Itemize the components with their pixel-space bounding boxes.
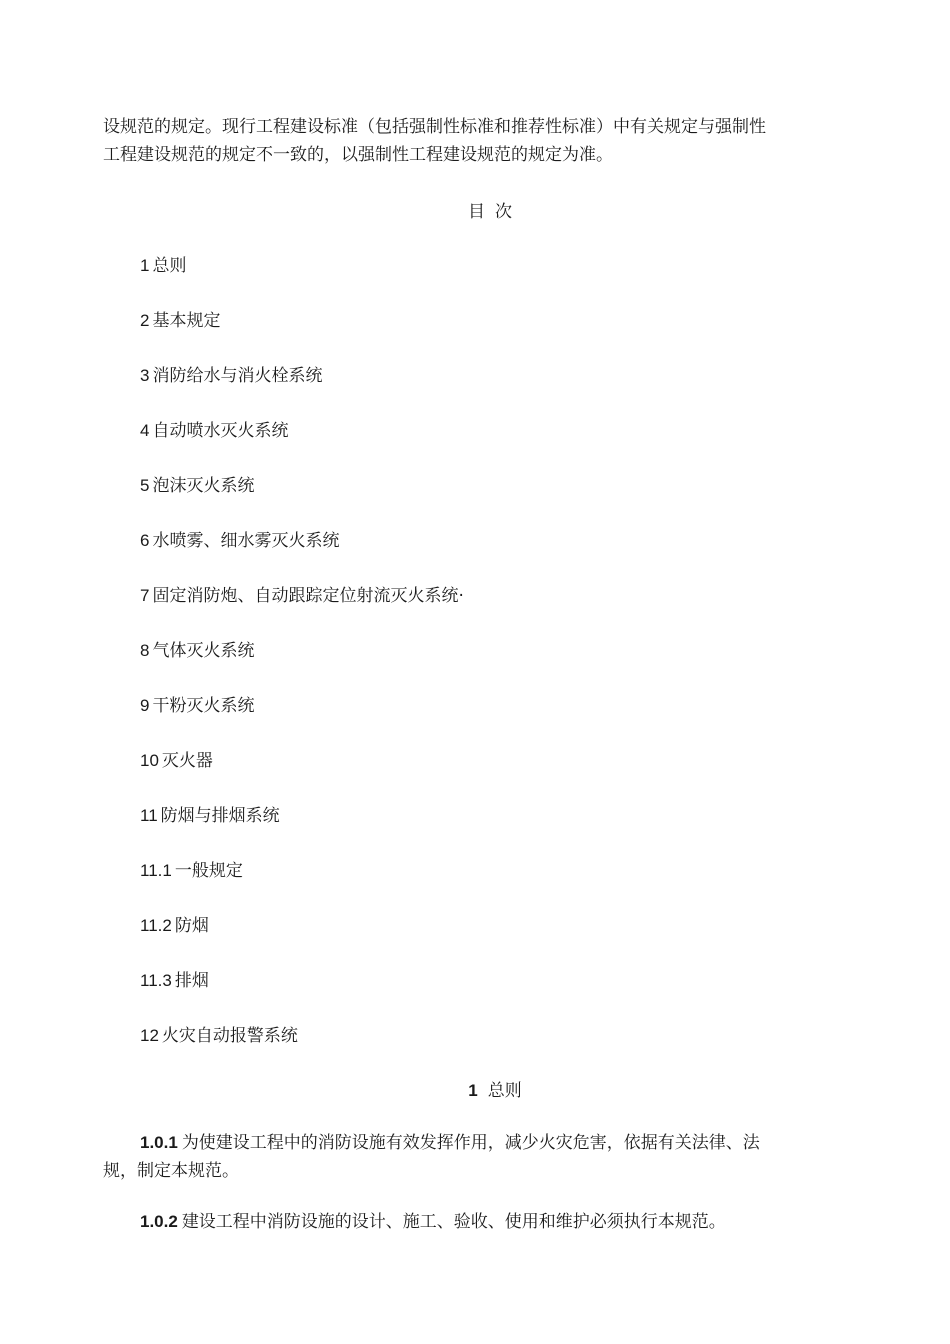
clause-line-1 (103, 1129, 853, 1157)
clause-text: 为使建设工程中的消防设施有效发挥作用，减少火灾危害，依据有关法律、法 (181, 1133, 760, 1153)
toc-item-label: 消防给水与消火栓系统 (152, 366, 323, 386)
toc-item-number: 12 (140, 1026, 159, 1045)
toc-item (140, 361, 322, 386)
chapter-number: 1 (468, 1081, 478, 1100)
toc-item-label: 水喷雾、细水雾灭火系统 (152, 531, 340, 551)
toc-item (140, 1021, 298, 1046)
toc-item (140, 636, 254, 661)
clause-line-1 (103, 1208, 853, 1236)
toc-item-number: 9 (140, 696, 150, 715)
toc-item-label: 基本规定 (152, 311, 221, 331)
intro-paragraph (103, 113, 853, 169)
toc-item (140, 911, 209, 936)
toc-item-label: 火灾自动报警系统 (161, 1026, 298, 1046)
toc-item (140, 966, 209, 991)
toc-item-number: 11.3 (140, 971, 172, 990)
toc-item-number: 5 (140, 476, 150, 495)
chapter-heading (0, 1076, 950, 1101)
toc-item-label: 灭火器 (161, 751, 213, 771)
toc-title: 目次 (468, 202, 522, 222)
toc-item-label: 总则 (152, 256, 187, 276)
toc-item-number: 3 (140, 366, 150, 385)
toc-item-label: 防烟与排烟系统 (160, 806, 280, 826)
toc-item (140, 526, 339, 551)
toc-item-number: 7 (140, 586, 150, 605)
toc-item (140, 801, 280, 826)
toc-item-number: 8 (140, 641, 150, 660)
clause-paragraph (103, 1208, 853, 1236)
toc-item-label: 自动喷水灭火系统 (152, 421, 289, 441)
toc-item-label: 干粉灭火系统 (152, 696, 255, 716)
toc-item-number: 6 (140, 531, 150, 550)
intro-line-2: 工程建设规范的规定不一致的，以强制性工程建设规范的规定为准。 (103, 145, 613, 165)
clause-text: 建设工程中消防设施的设计、施工、验收、使用和维护必须执行本规范。 (181, 1212, 726, 1232)
toc-item (140, 856, 243, 881)
intro-line-1: 设规范的规定。现行工程建设标准（包括强制性标准和推荐性标准）中有关规定与强制性 (103, 117, 766, 137)
toc-item-number: 4 (140, 421, 150, 440)
toc-item-number: 11.2 (140, 916, 172, 935)
toc-item-label: 泡沫灭火系统 (152, 476, 255, 496)
toc-item-label: 气体灭火系统 (152, 641, 255, 661)
toc-item-number: 1 (140, 256, 150, 275)
toc-item (140, 471, 254, 496)
clause-paragraph (103, 1129, 853, 1185)
toc-item (140, 581, 464, 606)
toc-item (140, 416, 288, 441)
toc-item-number: 11.1 (140, 861, 172, 880)
toc-item (140, 306, 220, 331)
toc-item (140, 251, 186, 276)
toc-item-label: 防烟 (174, 916, 209, 936)
clause-number: 1.0.2 (140, 1212, 178, 1231)
clause-line-2: 规，制定本规范。 (103, 1161, 239, 1181)
toc-item-label: 固定消防炮、自动跟踪定位射流灭火系统· (152, 586, 464, 606)
toc-item-number: 10 (140, 751, 159, 770)
toc-item-label: 一般规定 (174, 861, 243, 881)
clause-number: 1.0.1 (140, 1133, 178, 1152)
toc-item-label: 排烟 (174, 971, 209, 991)
chapter-title: 总则 (487, 1081, 522, 1101)
toc-item (140, 691, 254, 716)
toc-item-number: 2 (140, 311, 150, 330)
toc-item-number: 11 (140, 806, 158, 825)
toc-item (140, 746, 213, 771)
